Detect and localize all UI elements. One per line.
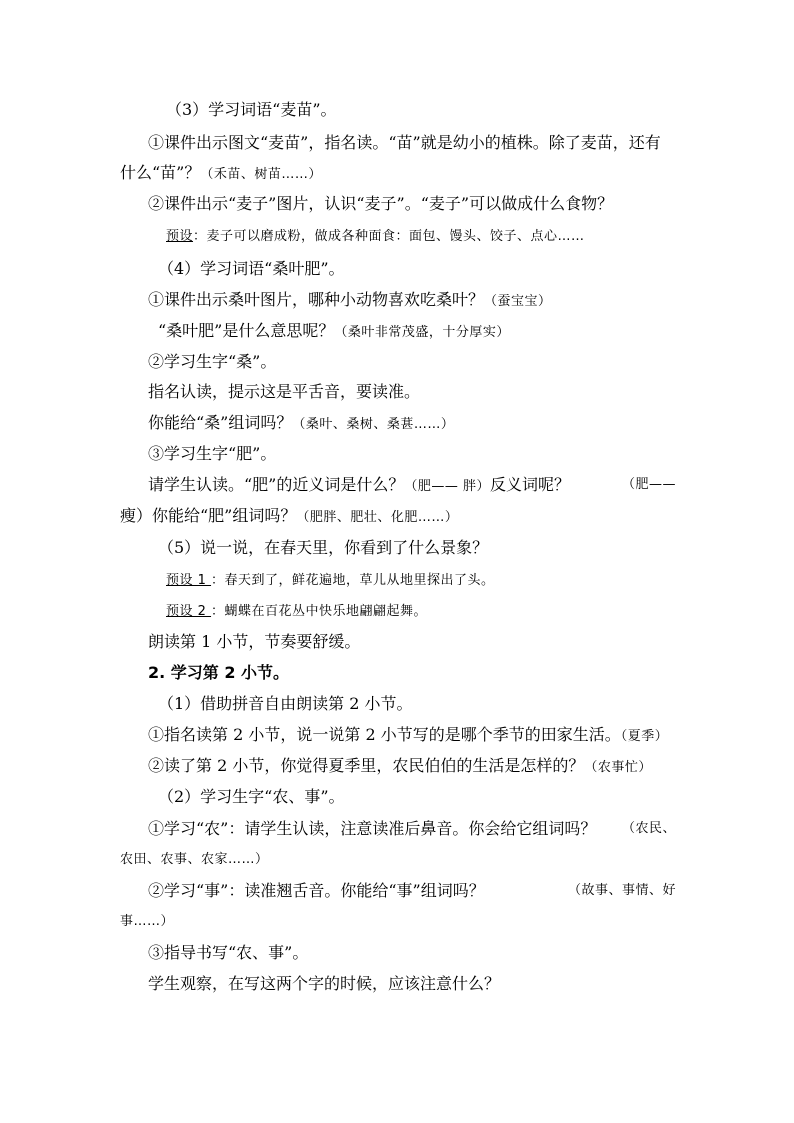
preset-answer: 预设：麦子可以磨成粉，做成各种面食：面包、馒头、饺子、点心…… [166,229,585,244]
paragraph-line: 事……） [120,914,175,929]
paragraph-line: 指名认读，提示这是平舌音，要读准。 [148,382,421,401]
paragraph-line: 朗读第 1 小节，节奏要舒缓。 [148,632,361,651]
paragraph-line: ①课件出示图文“麦苗”，指名读。“苗”就是幼小的植株。除了麦苗，还有 [148,133,661,152]
preset-answer: 预设 2 ：蝴蝶在百花丛中快乐地翩翩起舞。 [166,604,428,619]
paragraph-line: ③指导书写“农、事”。 [148,943,309,962]
paragraph-line: 什么“苗”？（禾苗、树苗……） [120,163,322,182]
paragraph-line: 瘦）你能给“肥”组词吗？（肥胖、肥壮、化肥……） [120,506,459,525]
paragraph-line: ①课件出示桑叶图片，哪种小动物喜欢吃桑叶？（蚕宝宝） [148,290,552,309]
paragraph-line: ②学习“事”：读准翘舌音。你能给“事”组词吗？ （故事、事情、好 [148,881,676,900]
heading-characters: （2）学习生字“农、事”。 [158,787,345,806]
heading-wheat-seedling: （3）学习词语“麦苗”。 [166,100,337,119]
paragraph-line: （1）借助拼音自由朗读第 2 小节。 [158,694,413,713]
paragraph-line: 学生观察，在写这两个字的时候，应该注意什么？ [148,974,501,993]
paragraph-line: 农田、农事、农家……） [120,852,269,867]
paragraph-line: ②课件出示“麦子”图片，认识“麦子”。“麦子”可以做成什么食物？ [148,194,614,213]
paragraph-line: ①学习“农”：请学生认读，注意读准后鼻音。你会给它组词吗？ （农民、 [148,819,676,838]
paragraph-line: “桑叶肥”是什么意思呢？（桑叶非常茂盛，十分厚实） [158,321,510,340]
paragraph-line: ②读了第 2 小节，你觉得夏季里，农民伯伯的生活是怎样的？（农事忙） [148,756,652,775]
paragraph-line: ②学习生字“桑”。 [148,352,277,371]
section-heading: 2. 学习第 2 小节。 [148,663,290,682]
preset-answer: 预设 1 ：春天到了，鲜花遍地，草儿从地里探出了头。 [166,573,495,588]
paragraph-line: 你能给“桑”组词吗？（桑叶、桑树、桑葚……） [148,413,455,432]
heading-mulberry-leaf: （4）学习词语“桑叶肥”。 [158,259,345,278]
paragraph-line: ①指名读第 2 小节，说一说第 2 小节写的是哪个季节的田家生活。（夏季） [148,725,669,744]
paragraph-line: ③学习生字“肥”。 [148,444,277,463]
paragraph-line: 请学生认读。“肥”的近义词是什么？（肥—— 胖）反义词呢？ （肥—— [148,475,676,494]
heading-spring-scene: （5）说一说，在春天里，你看到了什么景象？ [158,538,489,557]
